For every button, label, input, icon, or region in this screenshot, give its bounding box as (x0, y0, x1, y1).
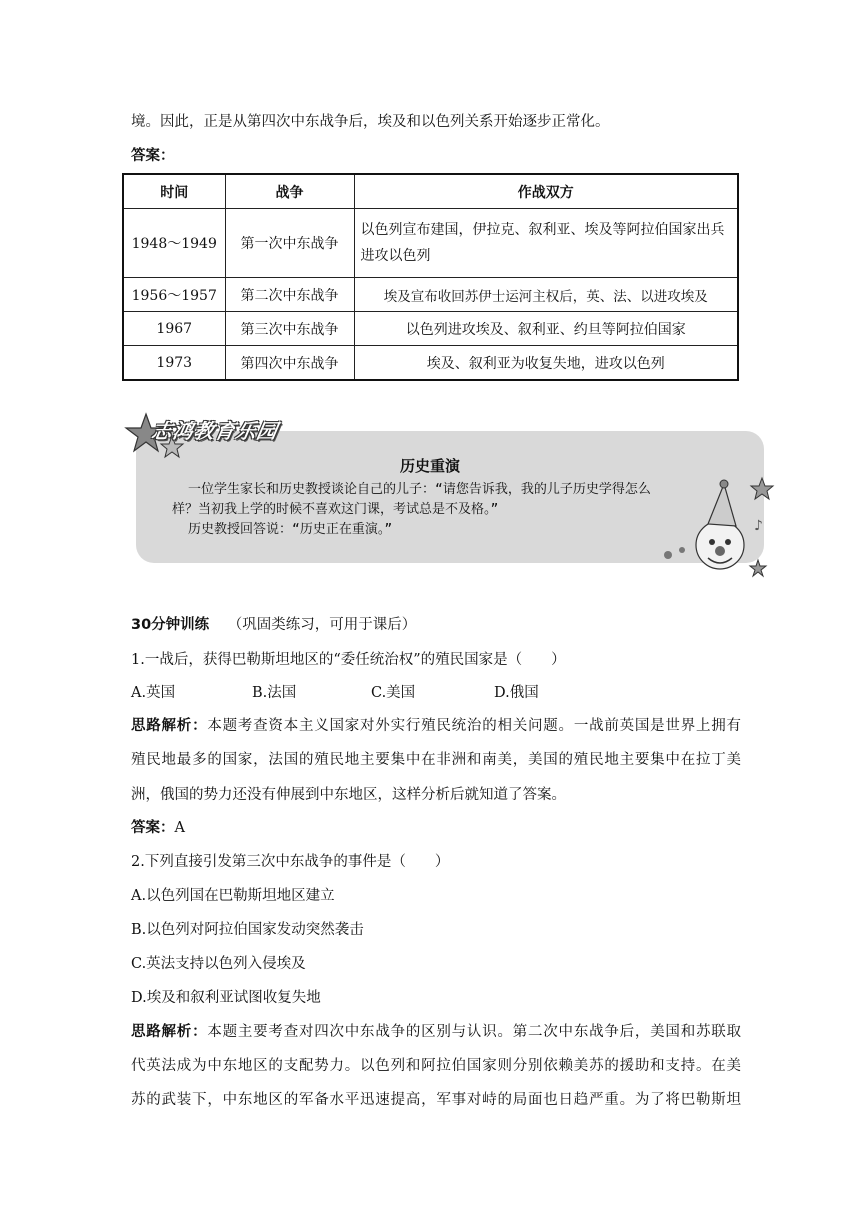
q2-stem: 2.下列直接引发第三次中东战争的事件是（ ） (131, 854, 450, 870)
svg-text:♪: ♪ (754, 518, 763, 534)
q1-answer-value: A (174, 820, 185, 836)
cell-sides: 以色列宣布建国，伊拉克、叙利亚、埃及等阿拉伯国家出兵进攻以色列 (354, 209, 738, 278)
q1-stem: 1.一战后，获得巴勒斯坦地区的“委任统治权”的殖民国家是（ ） (131, 652, 566, 668)
q1-option-a: A.英国 (131, 685, 176, 701)
q1-option-c: C.美国 (371, 685, 416, 701)
cell-war: 第一次中东战争 (225, 209, 354, 278)
q2-option-d: D.埃及和叙利亚试图收复失地 (131, 990, 321, 1006)
header-sides: 作战双方 (354, 174, 738, 209)
fun-box-title: 历史重演 (399, 457, 460, 475)
intro-line: 境。因此，正是从第四次中东战争后，埃及和以色列关系开始逐步正常化。 (131, 114, 610, 130)
cell-sides: 埃及、叙利亚为收复失地，进攻以色列 (354, 346, 738, 381)
header-war: 战争 (225, 174, 354, 209)
cell-sides: 以色列进攻埃及、叙利亚、约旦等阿拉伯国家 (354, 312, 738, 346)
header-time: 时间 (123, 174, 225, 209)
section-note: （巩固类练习，可用于课后） (227, 617, 417, 633)
q1-answer (131, 818, 741, 838)
clown-icon (650, 470, 775, 580)
table-row (123, 312, 738, 346)
table-row (123, 209, 738, 278)
fun-box-logo: 志鸿教育乐园 (149, 419, 280, 443)
q1-analysis-l3: 洲，俄国的势力还没有伸展到中东地区，这样分析后就知道了答案。 (131, 787, 566, 803)
section-title: 30分钟训练 (131, 617, 210, 633)
q2-analysis-label: 思路解析： (131, 1024, 208, 1040)
q2-analysis-l1 (131, 1022, 741, 1042)
cell-time: 1967 (123, 312, 225, 346)
q2-option-c: C.英法支持以色列入侵埃及 (131, 956, 306, 972)
cell-war: 第三次中东战争 (225, 312, 354, 346)
table-header-row (123, 174, 738, 209)
q2-analysis-text-1: 本题主要考查对四次中东战争的区别与认识。第二次中东战争后，美国和苏联取 (207, 1024, 742, 1040)
q1-analysis-text-1: 本题考查资本主义国家对外实行殖民统治的相关问题。一战前英国是世界上拥有 (207, 718, 742, 734)
q2-option-a: A.以色列国在巴勒斯坦地区建立 (131, 888, 335, 904)
fun-box-line-3: 历史教授回答说：“历史正在重演。” (188, 522, 393, 537)
q2-option-b: B.以色列对阿拉伯国家发动突然袭击 (131, 922, 364, 938)
cell-time: 1973 (123, 346, 225, 381)
table-row (123, 278, 738, 312)
cell-time: 1956～1957 (123, 278, 225, 312)
fun-box-line-1: 一位学生家长和历史教授谈论自己的儿子：“请您告诉我，我的儿子历史学得怎么 (188, 482, 651, 497)
q1-answer-label: 答案： (131, 820, 175, 836)
cell-sides: 埃及宣布收回苏伊士运河主权后，英、法、以进攻埃及 (354, 278, 738, 312)
wars-table (122, 173, 739, 381)
q1-analysis-label: 思路解析： (131, 718, 208, 734)
q1-option-d: D.俄国 (494, 685, 539, 701)
cell-time: 1948～1949 (123, 209, 225, 278)
cell-war: 第四次中东战争 (225, 346, 354, 381)
q1-analysis-l1 (131, 716, 741, 736)
q1-analysis-l2: 殖民地最多的国家，法国的殖民地主要集中在非洲和南美，美国的殖民地主要集中在拉丁美 (131, 752, 741, 768)
table-row (123, 346, 738, 381)
q1-option-b: B.法国 (252, 685, 297, 701)
fun-box-line-2: 样？当初我上学的时候不喜欢这门课，考试总是不及格。” (172, 502, 499, 517)
cell-war: 第二次中东战争 (225, 278, 354, 312)
answer-label: 答案： (131, 148, 175, 164)
section-header (131, 615, 741, 635)
q2-analysis-l2: 代英法成为中东地区的支配势力。以色列和阿拉伯国家则分别依赖美苏的援助和支持。在美 (131, 1058, 741, 1074)
q2-analysis-l3: 苏的武装下，中东地区的军备水平迅速提高，军事对峙的局面也日趋严重。为了将巴勒斯坦 (131, 1092, 741, 1108)
